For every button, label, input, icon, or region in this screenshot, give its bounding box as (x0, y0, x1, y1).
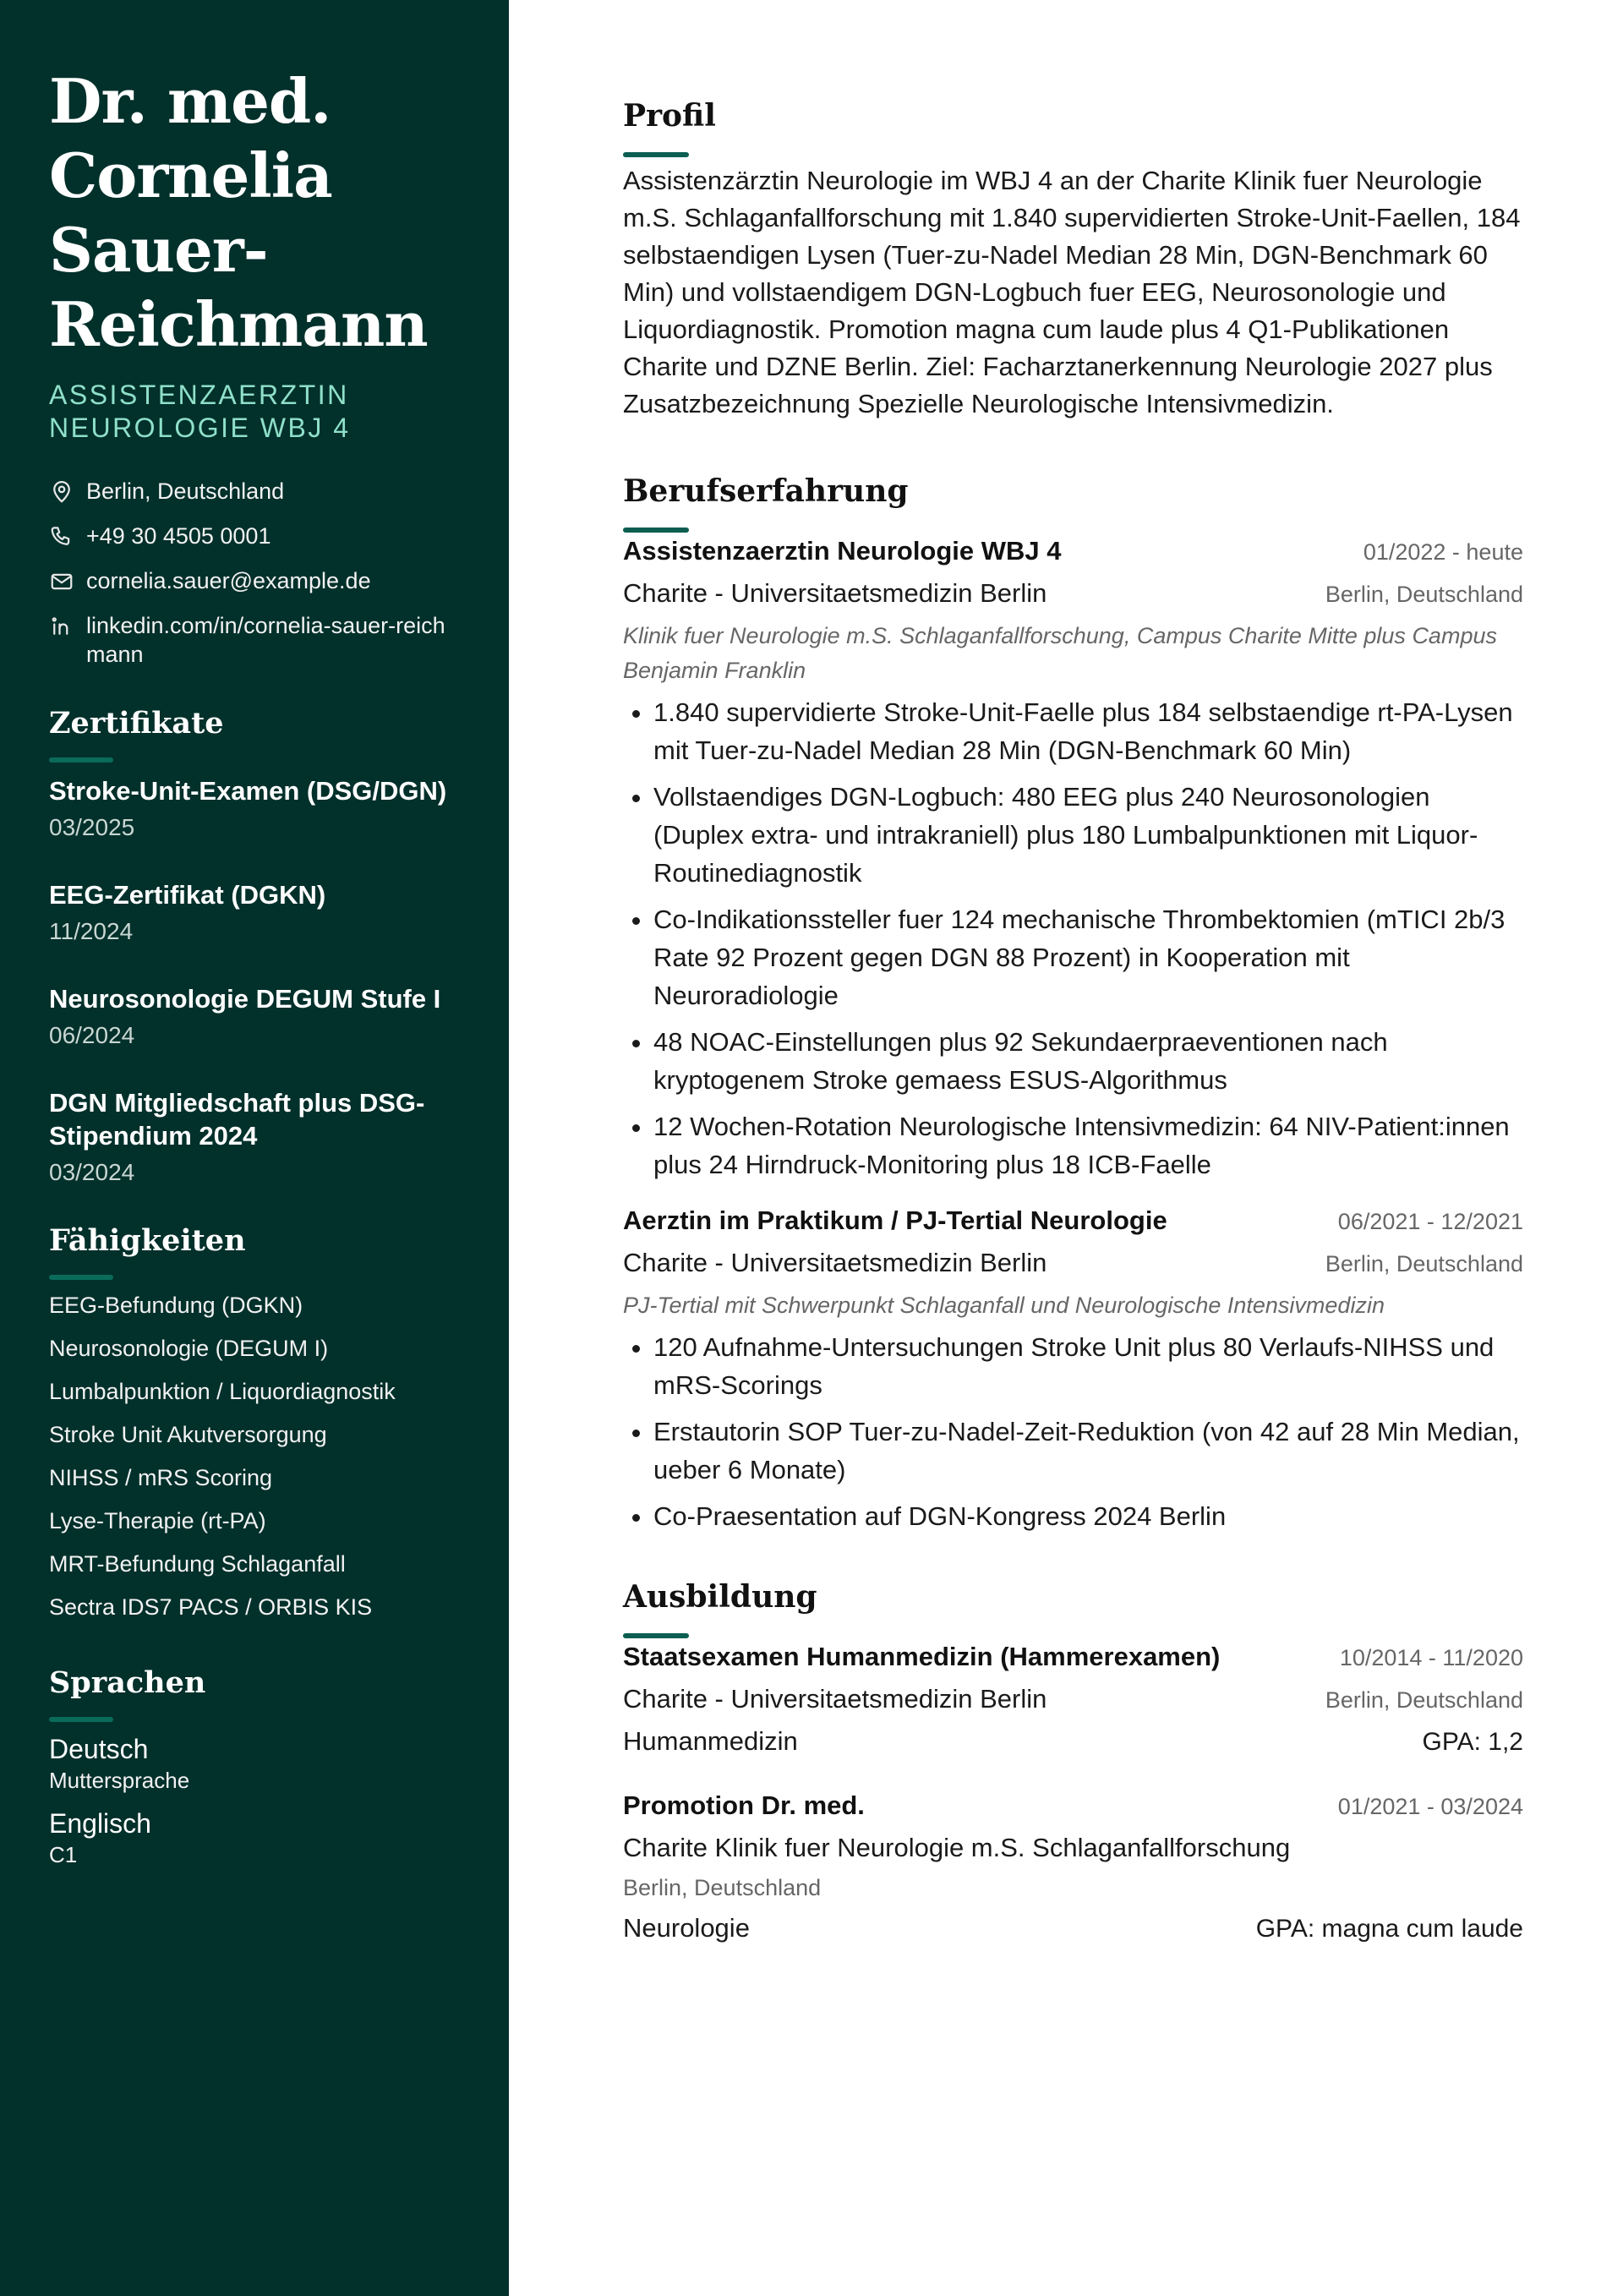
job-title-line: NEUROLOGIE WBJ 4 (49, 413, 351, 443)
contact-location (49, 477, 460, 506)
achievement-item: • Co-Praesentation auf DGN-Kongress 2024 Berlin (653, 1497, 1523, 1535)
job-role: Assistenzaerztin Neurologie WBJ 4 (623, 536, 1062, 566)
achievement-list (623, 693, 1523, 1184)
name-line: Dr. med. (49, 65, 331, 137)
certificate-name: Neurosonologie DEGUM Stufe I (49, 984, 441, 1014)
name-line: Reichmann (49, 288, 428, 360)
achievement-item: • 48 NOAC-Einstellungen plus 92 Sekundaerpraeventionen nach kryptogenem Stroke gemaess ESUS-Algorithmus (653, 1023, 1523, 1099)
language-item (49, 1732, 460, 1795)
entry-header (623, 1642, 1523, 1672)
institution: Charite Klinik fuer Neurologie m.S. Schlaganfallforschung (623, 1833, 1291, 1862)
location-text: Berlin, Deutschland (86, 478, 285, 504)
job-title (49, 379, 460, 445)
name-line: Cornelia (49, 139, 332, 211)
linkedin-icon (49, 614, 74, 639)
achievement-item: • Co-Indikationssteller fuer 124 mechanische Thrombektomien (mTICI 2b/3 Rate 92 Prozent gegen DGN 88 Prozent) in Kooperation mit Neuroradiologie (653, 900, 1523, 1014)
certificate-item (49, 982, 460, 1052)
full-name (49, 64, 460, 362)
language-name: Englisch (49, 1808, 151, 1839)
language-item (49, 1807, 460, 1869)
job-dates: 06/2021 - 12/2021 (1337, 1209, 1523, 1234)
language-name: Deutsch (49, 1734, 149, 1764)
gpa: GPA: magna cum laude (1255, 1915, 1523, 1943)
education-entry (623, 1790, 1523, 1943)
certificate-date: 06/2024 (49, 1022, 135, 1048)
certificate-name: EEG-Zertifikat (DGKN) (49, 880, 326, 910)
experience-heading: Berufserfahrung (623, 473, 909, 509)
heading-underline (623, 152, 689, 157)
contact-linkedin[interactable] (49, 611, 460, 669)
entry-header (623, 1790, 1523, 1821)
certificate-item (49, 878, 460, 948)
entry-subheader (623, 1684, 1523, 1714)
degree-title: Staatsexamen Humanmedizin (Hammerexamen) (623, 1642, 1221, 1671)
heading-underline (49, 757, 113, 763)
email-link[interactable]: cornelia.sauer@example.de (86, 568, 371, 593)
languages-list (49, 1732, 460, 1869)
entry-subheader (623, 578, 1523, 609)
name-line: Sauer- (49, 214, 268, 286)
certificate-date: 03/2025 (49, 814, 135, 840)
achievement-item: • 120 Aufnahme-Untersuchungen Stroke Unit plus 80 Verlaufs-NIHSS und mRS-Scorings (653, 1328, 1523, 1404)
linkedin-link[interactable]: linkedin.com/in/cornelia-sauer-reichmann (86, 613, 445, 667)
field-of-study: Neurologie (623, 1913, 750, 1943)
main-content (509, 0, 1623, 2296)
entry-header (623, 536, 1523, 566)
heading-underline (49, 1275, 113, 1280)
field-of-study: Humanmedizin (623, 1726, 798, 1756)
skill-item: Neurosonologie (DEGUM I) (49, 1336, 329, 1361)
institution: Charite - Universitaetsmedizin Berlin (623, 1684, 1047, 1714)
skills-heading: Fähigkeiten (49, 1223, 246, 1258)
phone-icon (49, 524, 74, 549)
certificate-date: 03/2024 (49, 1159, 135, 1185)
degree-title: Promotion Dr. med. (623, 1790, 865, 1820)
experience-entry (623, 1205, 1523, 1535)
institution-location: Berlin, Deutschland (623, 1875, 822, 1900)
job-role: Aerztin im Praktikum / PJ-Tertial Neurologie (623, 1205, 1167, 1235)
degree-details (623, 1726, 1523, 1757)
location-pin-icon (49, 479, 74, 505)
certificate-name: Stroke-Unit-Examen (DSG/DGN) (49, 776, 447, 806)
heading-underline (623, 1633, 689, 1638)
education-heading: Ausbildung (623, 1579, 817, 1615)
employer: Charite - Universitaetsmedizin Berlin (623, 1248, 1047, 1277)
profile-section (623, 98, 1523, 423)
job-title-line: ASSISTENZAERZTIN (49, 380, 349, 410)
contact-phone[interactable] (49, 522, 460, 550)
skill-item: Lyse-Therapie (rt-PA) (49, 1508, 266, 1533)
skill-item: NIHSS / mRS Scoring (49, 1465, 273, 1490)
skills-list (49, 1292, 460, 1621)
degree-dates: 10/2014 - 11/2020 (1339, 1645, 1523, 1670)
degree-details (623, 1913, 1523, 1943)
job-description: PJ-Tertial mit Schwerpunkt Schlaganfall und Neurologische Intensivmedizin (623, 1293, 1385, 1318)
education-section (623, 1579, 1523, 1943)
certificates-list (49, 774, 460, 1189)
entry-subheader (623, 1833, 1523, 1863)
skill-item: MRT-Befundung Schlaganfall (49, 1551, 346, 1577)
phone-text[interactable]: +49 30 4505 0001 (86, 523, 271, 549)
achievement-item: • Erstautorin SOP Tuer-zu-Nadel-Zeit-Reduktion (von 42 auf 28 Min Median, ueber 6 Monate) (653, 1413, 1523, 1489)
job-dates: 01/2022 - heute (1363, 539, 1523, 565)
job-location: Berlin, Deutschland (1325, 582, 1523, 607)
language-level: Muttersprache (49, 1768, 190, 1793)
skill-item: EEG-Befundung (DGKN) (49, 1293, 303, 1318)
institution-location: Berlin, Deutschland (1325, 1687, 1523, 1713)
degree-dates: 01/2021 - 03/2024 (1337, 1794, 1523, 1819)
education-entry (623, 1642, 1523, 1757)
entry-header (623, 1205, 1523, 1236)
skill-item: Sectra IDS7 PACS / ORBIS KIS (49, 1594, 373, 1620)
certificate-date: 11/2024 (49, 918, 134, 944)
sidebar (0, 0, 509, 2296)
profile-text: Assistenzärztin Neurologie im WBJ 4 an der Charite Klinik fuer Neurologie m.S. Schlaganfallforschung mit 1.840 supervidierten Stroke-Unit-Faellen, 184 selbstaendigen Lysen (Tuer-zu-Nadel Median 28 Min, DGN-Benchmark 60 Min) und vollstaendigem DGN-Logbuch fuer EEG, Neurosonologie und Liquordiagnostik. Promotion magna cum laude plus 4 Q1-Publikationen Charite und DZNE Berlin. Ziel: Facharztanerkennung Neurologie 2027 plus Zusatzbezeichnung Spezielle Neurologische Intensivmedizin. (623, 166, 1521, 418)
gpa: GPA: 1,2 (1422, 1728, 1523, 1756)
profile-heading: Profil (623, 98, 716, 134)
experience-section (623, 473, 1523, 1535)
certificate-name: DGN Mitgliedschaft plus DSG-Stipendium 2024 (49, 1088, 425, 1151)
mail-icon (49, 569, 74, 594)
entry-subheader (623, 1248, 1523, 1278)
achievement-list (623, 1328, 1523, 1535)
employer: Charite - Universitaetsmedizin Berlin (623, 578, 1047, 608)
experience-entry (623, 536, 1523, 1184)
achievement-item: • 1.840 supervidierte Stroke-Unit-Faelle plus 184 selbstaendige rt-PA-Lysen mit Tuer-zu-Nadel Median 28 Min (DGN-Benchmark 60 Min) (653, 693, 1523, 769)
skill-item: Stroke Unit Akutversorgung (49, 1422, 327, 1447)
languages-heading: Sprachen (49, 1665, 206, 1700)
achievement-item: • 12 Wochen-Rotation Neurologische Intensivmedizin: 64 NIV-Patient:innen plus 24 Hirndruck-Monitoring plus 18 ICB-Faelle (653, 1107, 1523, 1184)
language-level: C1 (49, 1842, 78, 1867)
achievement-item: • Vollstaendiges DGN-Logbuch: 480 EEG plus 240 Neurosonologien (Duplex extra- und intrakraniell) plus 180 Lumbalpunktionen mit Liquor-Routinediagnostik (653, 778, 1523, 892)
skill-item: Lumbalpunktion / Liquordiagnostik (49, 1379, 396, 1404)
certificates-heading: Zertifikate (49, 706, 224, 741)
contact-list (49, 477, 460, 669)
certificate-item (49, 1086, 460, 1189)
heading-underline (623, 528, 689, 533)
job-location: Berlin, Deutschland (1325, 1251, 1523, 1276)
contact-email[interactable] (49, 566, 460, 595)
job-description: Klinik fuer Neurologie m.S. Schlaganfallforschung, Campus Charite Mitte plus Campus Benjamin Franklin (623, 623, 1497, 683)
certificate-item (49, 774, 460, 845)
heading-underline (49, 1717, 113, 1722)
